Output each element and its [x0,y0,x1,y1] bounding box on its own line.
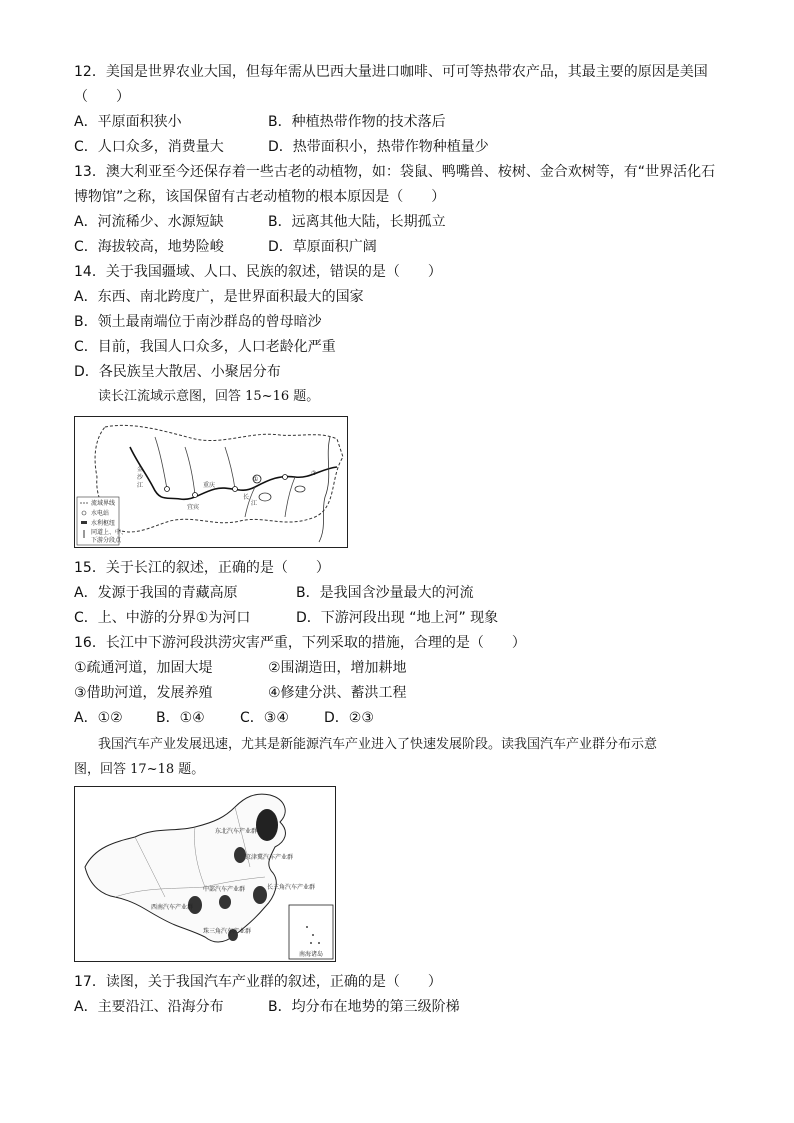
intro-17-18-line1: 我国汽车产业发展迅速，尤其是新能源汽车产业进入了快速发展阶段。读我国汽车产业群分布示意 [98,737,658,752]
q13-option-b: B．远离其他大陆，长期孤立 [268,214,446,230]
map1-legend-boundary: 流域界线 [91,500,116,507]
intro-17-18-line2: 图，回答 17~18 题。 [74,762,205,777]
q16-option-b: B．①④ [156,710,205,726]
q16-stem: 16．长江中下游河段洪涝灾害严重，下列采取的措施，合理的是（ ） [74,635,526,651]
intro-15-16: 读长江流域示意图，回答 15~16 题。 [98,389,320,404]
map1-label-1: ① [253,476,259,483]
q16-option-d: D．②③ [324,710,374,726]
q15-stem: 15．关于长江的叙述，正确的是（ ） [74,560,330,576]
q15-option-b: B．是我国含沙量最大的河流 [296,585,474,601]
q13-option-a: A．河流稀少、水源短缺 [74,214,224,230]
q15-option-d: D．下游河段出现 “地上河” 现象 [296,610,499,626]
q12-option-c: C．人口众多，消费量大 [74,139,224,155]
q12-paren: （ ） [74,89,130,105]
q15-option-c: C．上、中游的分界①为河口 [74,610,251,626]
map1-label-sha: 沙 [137,474,144,481]
q16-option-c: C．③④ [240,710,289,726]
map1-label-jiang2: 江 [251,500,258,507]
q17-option-b: B．均分布在地势的第三级阶梯 [268,999,460,1015]
q13-option-c: C．海拔较高，地势险峻 [74,239,224,255]
q16-statement-2: ②围湖造田，增加耕地 [268,660,407,676]
map1-label-yibin: 宜宾 [187,504,200,511]
q16-statement-4: ④修建分洪、蓄洪工程 [268,685,407,701]
q13-stem-line1: 13．澳大利亚至今还保存着一些古老的动植物，如：袋鼠、鸭嘴兽、桉树、金合欢树等，有“世界活化石 [74,164,716,180]
q14-option-b: B．领土最南端位于南沙群岛的曾母暗沙 [74,314,322,330]
map2-label-southwest: 西南汽车产业群 [151,904,194,911]
map1-legend-dam: 水利枢纽 [91,520,116,527]
q16-statement-3: ③借助河道，发展养殖 [74,685,213,701]
map1-legend-hydro: 水电站 [91,510,110,517]
map2-label-northeast: 东北汽车产业群 [215,828,258,835]
q17-option-a: A．主要沿江、沿海分布 [74,999,224,1015]
yangtze-basin-map [74,416,348,548]
map2-label-south-sea: 南海诸岛 [299,951,324,958]
china-auto-cluster-map [74,786,336,962]
q14-option-d: D．各民族呈大散居、小聚居分布 [74,364,281,380]
map1-label-2: ② [311,470,317,477]
q14-option-a: A．东西、南北跨度广，是世界面积最大的国家 [74,289,364,305]
q12-option-d: D．热带面积小，热带作物种植量少 [268,139,489,155]
q12-option-b: B．种植热带作物的技术落后 [268,114,446,130]
map1-label-chongqing: 重庆 [203,482,216,489]
map2-label-jingjinji: 京津冀汽车产业群 [245,854,294,861]
q16-statement-1: ①疏通河道，加固大堤 [74,660,213,676]
q14-option-c: C．目前，我国人口众多，人口老龄化严重 [74,339,336,355]
q14-stem: 14．关于我国疆域、人口、民族的叙述，错误的是（ ） [74,264,442,280]
map1-legend-segment-a: 同道上、中、 [91,529,128,536]
q12-option-a: A．平原面积狭小 [74,114,182,130]
map1-label-jiang: 江 [137,482,144,489]
map1-legend-segment-b: 下游分段点 [91,537,122,544]
q13-stem-line2: 博物馆”之称，该国保留有古老动植物的根本原因是（ ） [74,189,446,205]
map1-label-chang: 长 [243,494,250,501]
q13-option-d: D．草原面积广阔 [268,239,377,255]
map2-label-pearl-delta: 珠三角汽车产业群 [203,928,252,935]
q12-stem: 12．美国是世界农业大国，但每年需从巴西大量进口咖啡、可可等热带农产品，其最主要的原因是美国 [74,64,708,80]
q17-stem: 17．读图，关于我国汽车产业群的叙述，正确的是（ ） [74,974,442,990]
map2-label-yangtze-delta: 长三角汽车产业群 [267,884,316,891]
map1-label-jin: 金 [137,466,144,473]
map2-label-central: 中部汽车产业群 [203,886,246,893]
q15-option-a: A．发源于我国的青藏高原 [74,585,238,601]
q16-option-a: A．①② [74,710,123,726]
